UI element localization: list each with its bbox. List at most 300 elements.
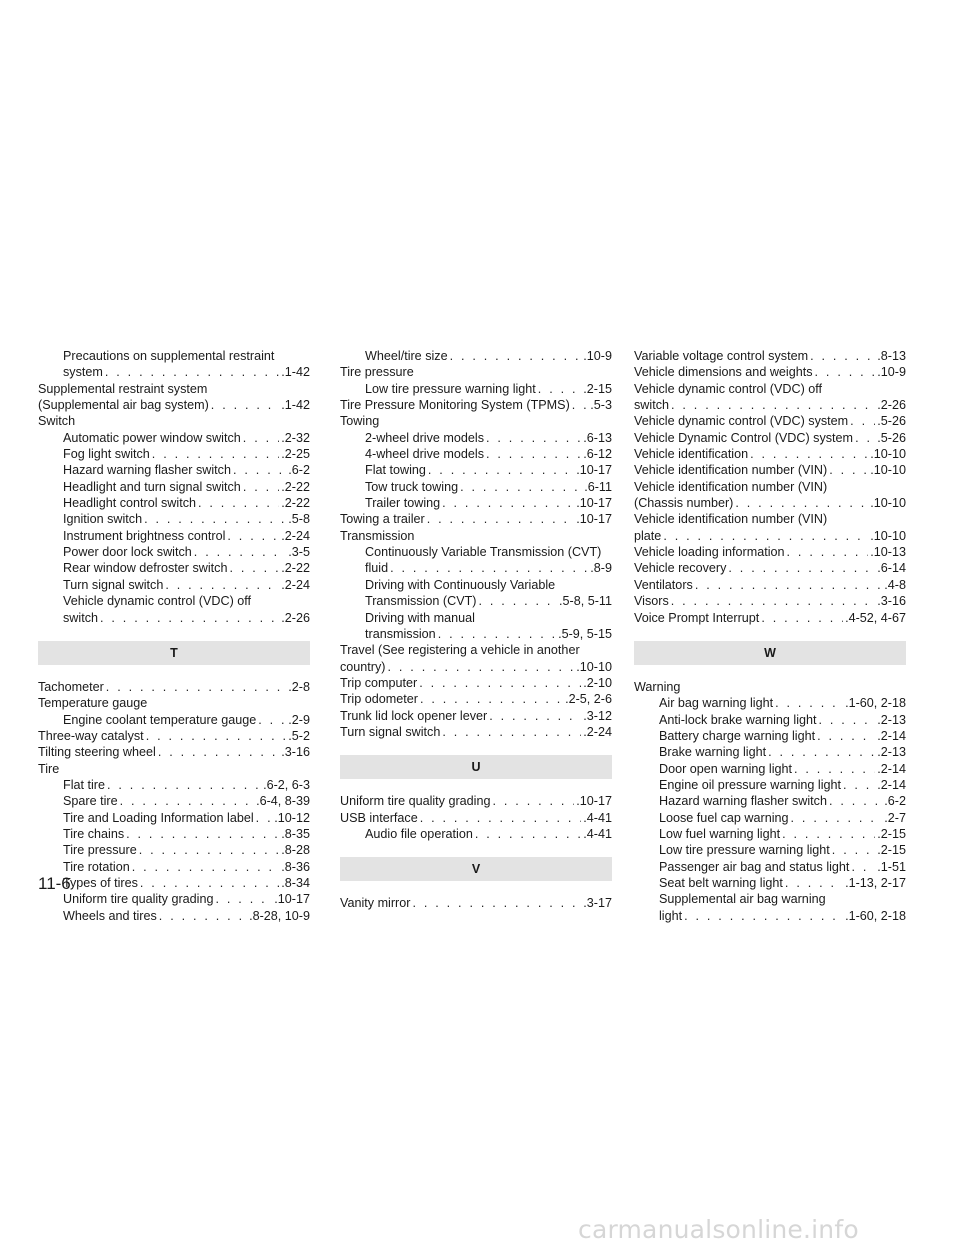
- entry-text: Supplemental restraint system: [38, 381, 208, 396]
- dot-leader: [785, 875, 843, 891]
- entry-text: Flat tire: [63, 777, 105, 792]
- entry-page-ref[interactable]: .2-14: [877, 761, 906, 776]
- entry-text: Door open warning light: [659, 761, 793, 776]
- entry-text: plate: [634, 528, 662, 543]
- dot-leader: [390, 560, 588, 576]
- entry-text: Tire pressure: [63, 843, 137, 858]
- index-entry: [634, 528, 906, 544]
- dot-leader: [450, 348, 582, 364]
- dot-leader: [120, 793, 254, 809]
- entry-text: Continuously Variable Transmission (CVT): [365, 545, 602, 560]
- entry-page-ref[interactable]: .2-24: [583, 724, 612, 739]
- dot-leader: [572, 397, 589, 413]
- entry-text: Trunk lid lock opener lever: [340, 708, 488, 723]
- dot-leader: [233, 462, 286, 478]
- index-entry: [340, 479, 612, 495]
- index-entry: [38, 593, 310, 609]
- entry-text: Low tire pressure warning light: [365, 381, 536, 396]
- entry-text: Tire chains: [63, 826, 125, 841]
- index-entry: [634, 446, 906, 462]
- index-column-3: [634, 348, 906, 924]
- index-entry: [340, 724, 612, 740]
- index-entry: [634, 577, 906, 593]
- entry-text: Vehicle identification number (VIN): [634, 479, 828, 494]
- index-entry: [634, 761, 906, 777]
- entry-page-ref[interactable]: .10-17: [274, 892, 310, 907]
- dot-leader: [832, 842, 875, 858]
- entry-text: Vehicle dynamic control (VDC) system: [634, 414, 849, 429]
- entry-page-ref[interactable]: .10-12: [274, 810, 310, 825]
- entry-text: Turn signal switch: [63, 577, 164, 592]
- dot-leader: [442, 495, 574, 511]
- entry-page-ref[interactable]: .10-9: [583, 349, 612, 363]
- index-entry: [634, 793, 906, 809]
- dot-leader: [817, 728, 875, 744]
- dot-leader: [850, 413, 875, 429]
- dot-leader: [159, 908, 247, 924]
- entry-page-ref[interactable]: .8-28: [281, 843, 310, 858]
- dot-leader: [106, 679, 287, 695]
- index-entry: [634, 777, 906, 793]
- dot-leader: [735, 495, 868, 511]
- dot-leader: [791, 810, 883, 826]
- entry-page-ref[interactable]: .2-13: [877, 745, 906, 760]
- index-entry: [634, 728, 906, 744]
- entry-page-ref[interactable]: .8-9: [590, 561, 612, 576]
- entry-text: Wheels and tires: [63, 908, 157, 923]
- index-entry: [38, 826, 310, 842]
- entry-text: Engine coolant temperature gauge: [63, 712, 257, 727]
- entry-text: (Chassis number): [634, 496, 734, 511]
- entry-page-ref[interactable]: .10-10: [576, 659, 612, 674]
- dot-leader: [227, 528, 279, 544]
- entry-page-ref[interactable]: .3-12: [583, 708, 612, 723]
- index-entry: [634, 810, 906, 826]
- section-heading: T: [38, 641, 310, 665]
- index-entry: [38, 577, 310, 593]
- dot-leader: [132, 859, 280, 875]
- dot-leader: [460, 479, 582, 495]
- index-entry: [634, 744, 906, 760]
- entry-page-ref[interactable]: .2-5, 2-6: [565, 692, 612, 707]
- dot-leader: [152, 446, 279, 462]
- entry-page-ref[interactable]: .6-11: [584, 479, 612, 494]
- entry-text: Ventilators: [634, 577, 693, 592]
- entry-text: Uniform tire quality grading: [63, 892, 214, 907]
- index-entry: [38, 511, 310, 527]
- dot-leader: [782, 826, 875, 842]
- index-entry: [38, 761, 310, 777]
- entry-page-ref[interactable]: .6-12: [583, 447, 612, 462]
- entry-page-ref[interactable]: .10-13: [870, 545, 906, 560]
- dot-leader: [843, 777, 875, 793]
- entry-page-ref[interactable]: .8-35: [281, 826, 310, 841]
- entry-page-ref[interactable]: .6-4, 8-39: [256, 794, 310, 809]
- index-entry: [38, 381, 310, 397]
- entry-text: Anti-lock brake warning light: [659, 712, 817, 727]
- section-heading: W: [634, 641, 906, 665]
- dot-leader: [671, 593, 876, 609]
- entry-page-ref[interactable]: .4-8: [884, 577, 906, 592]
- entry-text: Hazard warning flasher switch: [63, 463, 231, 478]
- dot-leader: [243, 430, 279, 446]
- index-entry: [340, 610, 612, 626]
- entry-text: Low tire pressure warning light: [659, 843, 830, 858]
- entry-text: Vehicle identification: [634, 447, 749, 462]
- entry-text: transmission: [365, 626, 436, 641]
- entry-page-ref[interactable]: .6-2: [884, 794, 906, 809]
- entry-text: Variable voltage control system: [634, 349, 809, 363]
- dot-leader: [419, 675, 581, 691]
- entry-text: Flat towing: [365, 463, 426, 478]
- entry-page-ref[interactable]: .2-24: [281, 528, 310, 543]
- entry-page-ref[interactable]: .1-13, 2-17: [845, 875, 906, 890]
- index-entry: [38, 495, 310, 511]
- index-entry: [340, 495, 612, 511]
- index-entry: [38, 695, 310, 711]
- watermark-logo: carmanualsonline.info: [578, 1215, 859, 1244]
- entry-page-ref[interactable]: .2-26: [281, 610, 310, 625]
- entry-page-ref[interactable]: .2-22: [281, 496, 310, 511]
- index-entry: [38, 810, 310, 826]
- entry-text: Tire rotation: [63, 859, 130, 874]
- entry-page-ref[interactable]: .2-15: [583, 381, 612, 396]
- dot-leader: [815, 364, 876, 380]
- entry-text: Headlight and turn signal switch: [63, 479, 241, 494]
- entry-page-ref[interactable]: .8-36: [281, 859, 310, 874]
- entry-page-ref[interactable]: .6-2: [288, 463, 310, 478]
- entry-text: Transmission (CVT): [365, 594, 477, 609]
- entry-text: Seat belt warning light: [659, 875, 783, 890]
- index-entry: [634, 381, 906, 397]
- entry-page-ref[interactable]: .10-10: [870, 463, 906, 478]
- entry-page-ref[interactable]: .2-26: [877, 398, 906, 413]
- dot-leader: [258, 712, 286, 728]
- dot-leader: [442, 724, 581, 740]
- entry-page-ref[interactable]: .10-9: [877, 365, 906, 380]
- entry-page-ref[interactable]: .2-15: [877, 826, 906, 841]
- entry-text: Precautions on supplemental restraint: [63, 349, 275, 363]
- entry-text: Voice Prompt Interrupt: [634, 610, 760, 625]
- index-entry: [634, 495, 906, 511]
- index-entry: [340, 544, 612, 560]
- entry-text: system: [63, 365, 103, 380]
- index-entry: [38, 462, 310, 478]
- entry-text: Power door lock switch: [63, 545, 192, 560]
- entry-page-ref[interactable]: .1-42: [281, 365, 310, 380]
- dot-leader: [750, 446, 868, 462]
- entry-page-ref[interactable]: .5-26: [877, 430, 906, 445]
- dot-leader: [794, 761, 875, 777]
- dot-leader: [139, 842, 280, 858]
- entry-page-ref[interactable]: .1-51: [877, 859, 906, 874]
- entry-page-ref[interactable]: .1-60, 2-18: [845, 696, 906, 711]
- dot-leader: [810, 348, 875, 364]
- index-entry: [38, 528, 310, 544]
- entry-text: Supplemental air bag warning: [659, 892, 826, 907]
- entry-text: Hazard warning flasher switch: [659, 794, 827, 809]
- index-entry: [634, 462, 906, 478]
- section-heading: U: [340, 755, 612, 779]
- index-entry: [38, 793, 310, 809]
- entry-page-ref[interactable]: .10-10: [870, 528, 906, 543]
- index-entry: [634, 842, 906, 858]
- entry-text: Tilting steering wheel: [38, 745, 156, 760]
- dot-leader: [144, 511, 286, 527]
- entry-text: Towing: [340, 414, 380, 429]
- entry-page-ref[interactable]: .2-9: [288, 712, 310, 727]
- index-entry: [38, 560, 310, 576]
- entry-page-ref[interactable]: .10-17: [576, 496, 612, 511]
- index-entry: [38, 875, 310, 891]
- entry-text: Vehicle identification number (VIN): [634, 512, 828, 527]
- entry-text: Tow truck towing: [365, 479, 459, 494]
- entry-text: Automatic power window switch: [63, 430, 241, 445]
- index-entry: [38, 348, 310, 364]
- entry-text: Travel (See registering a vehicle in another: [340, 643, 580, 658]
- entry-page-ref[interactable]: .10-10: [870, 447, 906, 462]
- dot-leader: [475, 826, 581, 842]
- index-entry: [340, 430, 612, 446]
- entry-text: Tire Pressure Monitoring System (TPMS): [340, 398, 570, 413]
- dot-leader: [787, 544, 869, 560]
- index-entry: [38, 413, 310, 429]
- index-entry: [634, 679, 906, 695]
- entry-page-ref[interactable]: .2-8: [288, 679, 310, 694]
- dot-leader: [728, 560, 875, 576]
- dot-leader: [420, 691, 563, 707]
- entry-page-ref[interactable]: .10-17: [576, 512, 612, 527]
- entry-page-ref[interactable]: .5-8, 5-11: [559, 594, 612, 609]
- entry-page-ref[interactable]: .1-42: [281, 398, 310, 413]
- index-entry: [38, 364, 310, 380]
- entry-page-ref[interactable]: .5-8: [288, 512, 310, 527]
- dot-leader: [427, 511, 575, 527]
- index-entry: [634, 695, 906, 711]
- dot-leader: [486, 430, 581, 446]
- entry-page-ref[interactable]: .10-17: [576, 463, 612, 478]
- index-entry: [340, 659, 612, 675]
- dot-leader: [388, 659, 575, 675]
- entry-text: Trip computer: [340, 675, 418, 690]
- entry-page-ref[interactable]: .2-10: [583, 675, 612, 690]
- dot-leader: [538, 381, 581, 397]
- entry-page-ref[interactable]: .6-13: [583, 430, 612, 445]
- dot-leader: [479, 593, 558, 609]
- index-entry: [38, 859, 310, 875]
- entry-page-ref[interactable]: .5-9, 5-15: [558, 626, 612, 641]
- index-entry: [38, 610, 310, 626]
- index-entry: [340, 895, 612, 911]
- index-entry: [340, 642, 612, 658]
- entry-text: Towing a trailer: [340, 512, 425, 527]
- index-entry: [634, 859, 906, 875]
- entry-page-ref[interactable]: .2-7: [884, 810, 906, 825]
- entry-text: Audio file operation: [365, 826, 473, 841]
- index-entry: [634, 397, 906, 413]
- entry-text: Switch: [38, 414, 76, 429]
- entry-page-ref[interactable]: .3-16: [877, 594, 906, 609]
- index-entry: [38, 446, 310, 462]
- dot-leader: [412, 895, 581, 911]
- entry-text: Visors: [634, 594, 669, 609]
- entry-page-ref[interactable]: .2-14: [877, 777, 906, 792]
- index-entry: [340, 708, 612, 724]
- dot-leader: [438, 626, 556, 642]
- dot-leader: [211, 397, 279, 413]
- dot-leader: [671, 397, 875, 413]
- entry-text: Spare tire: [63, 794, 118, 809]
- entry-text: Rear window defroster switch: [63, 561, 228, 576]
- entry-text: Vehicle identification number (VIN): [634, 463, 828, 478]
- index-entry: [38, 679, 310, 695]
- entry-page-ref[interactable]: .8-13: [877, 349, 906, 363]
- entry-page-ref[interactable]: .3-16: [281, 745, 310, 760]
- entry-page-ref[interactable]: .8-28, 10-9: [249, 908, 310, 923]
- entry-page-ref[interactable]: .3-5: [288, 545, 310, 560]
- dot-leader: [146, 728, 287, 744]
- entry-text: Wheel/tire size: [365, 349, 448, 363]
- dot-leader: [198, 495, 279, 511]
- dot-leader: [100, 610, 279, 626]
- dot-leader: [105, 364, 279, 380]
- dot-leader: [684, 908, 843, 924]
- entry-text: switch: [63, 610, 98, 625]
- entry-page-ref[interactable]: .4-41: [583, 810, 612, 825]
- entry-page-ref[interactable]: .4-41: [583, 826, 612, 841]
- dot-leader: [851, 859, 875, 875]
- entry-text: country): [340, 659, 386, 674]
- dot-leader: [256, 810, 273, 826]
- entry-page-ref[interactable]: .2-15: [877, 843, 906, 858]
- entry-text: 2-wheel drive models: [365, 430, 484, 445]
- index-entry: [340, 348, 612, 364]
- index-entry: [38, 842, 310, 858]
- entry-page-ref[interactable]: .2-22: [281, 479, 310, 494]
- entry-text: (Supplemental air bag system): [38, 398, 209, 413]
- entry-page-ref[interactable]: .10-10: [870, 496, 906, 511]
- index-entry: [634, 908, 906, 924]
- dot-leader: [229, 560, 279, 576]
- index-entry: [340, 577, 612, 593]
- entry-text: Vehicle Dynamic Control (VDC) system: [634, 430, 854, 445]
- entry-page-ref[interactable]: .3-17: [583, 896, 612, 911]
- index-entry: [38, 891, 310, 907]
- entry-text: Tire pressure: [340, 365, 414, 380]
- index-entry: [634, 593, 906, 609]
- entry-text: Loose fuel cap warning: [659, 810, 789, 825]
- entry-page-ref[interactable]: .10-17: [576, 794, 612, 809]
- entry-text: Instrument brightness control: [63, 528, 226, 543]
- index-entry: [38, 728, 310, 744]
- dot-leader: [420, 810, 582, 826]
- entry-page-ref[interactable]: .5-26: [877, 414, 906, 429]
- index-entry: [634, 712, 906, 728]
- index-entry: [634, 544, 906, 560]
- entry-text: Ignition switch: [63, 512, 143, 527]
- entry-text: Low fuel warning light: [659, 826, 781, 841]
- entry-text: Vehicle dynamic control (VDC) off: [63, 594, 252, 609]
- entry-page-ref[interactable]: .5-3: [590, 398, 612, 413]
- entry-text: Tachometer: [38, 679, 104, 694]
- entry-text: Temperature gauge: [38, 696, 148, 711]
- dot-leader: [819, 712, 876, 728]
- entry-page-ref[interactable]: .8-34: [281, 875, 310, 890]
- index-entry: [634, 826, 906, 842]
- entry-page-ref[interactable]: .4-52, 4-67: [845, 610, 906, 625]
- dot-leader: [761, 610, 843, 626]
- dot-leader: [768, 744, 875, 760]
- index-entry: [340, 364, 612, 380]
- index-entry: [38, 397, 310, 413]
- index-entry: [634, 610, 906, 626]
- index-entry: [340, 446, 612, 462]
- entry-text: Trip odometer: [340, 692, 418, 707]
- index-entry: [340, 810, 612, 826]
- entry-text: Battery charge warning light: [659, 728, 816, 743]
- entry-text: Three-way catalyst: [38, 728, 144, 743]
- index-entry: [340, 691, 612, 707]
- entry-text: switch: [634, 398, 669, 413]
- dot-leader: [829, 793, 882, 809]
- entry-page-ref[interactable]: .2-25: [281, 447, 310, 462]
- dot-leader: [775, 695, 843, 711]
- entry-text: Vehicle loading information: [634, 545, 785, 560]
- entry-page-ref[interactable]: .5-2: [288, 728, 310, 743]
- index-entry: [340, 397, 612, 413]
- entry-text: Vehicle recovery: [634, 561, 727, 576]
- entry-page-ref[interactable]: .6-14: [877, 561, 906, 576]
- entry-text: light: [659, 908, 683, 923]
- entry-page-ref[interactable]: .2-14: [877, 728, 906, 743]
- entry-text: Headlight control switch: [63, 496, 196, 511]
- entry-page-ref[interactable]: .6-2, 6-3: [263, 777, 310, 792]
- entry-page-ref[interactable]: .2-32: [281, 430, 310, 445]
- index-entry: [38, 479, 310, 495]
- index-entry: [340, 560, 612, 576]
- index-entry: [634, 511, 906, 527]
- index-column-2: [340, 348, 612, 912]
- index-entry: [634, 479, 906, 495]
- dot-leader: [158, 744, 279, 760]
- entry-text: Air bag warning light: [659, 696, 774, 711]
- entry-page-ref[interactable]: .2-24: [281, 577, 310, 592]
- entry-page-ref[interactable]: .2-13: [877, 712, 906, 727]
- entry-text: Tire and Loading Information label: [63, 810, 254, 825]
- entry-text: USB interface: [340, 810, 418, 825]
- entry-text: fluid: [365, 561, 389, 576]
- dot-leader: [493, 793, 575, 809]
- index-entry: [634, 560, 906, 576]
- entry-text: Vanity mirror: [340, 896, 411, 911]
- dot-leader: [216, 891, 273, 907]
- entry-text: Vehicle dimensions and weights: [634, 365, 813, 380]
- index-entry: [340, 413, 612, 429]
- index-entry: [634, 875, 906, 891]
- entry-page-ref[interactable]: .1-60, 2-18: [845, 908, 906, 923]
- dot-leader: [165, 577, 279, 593]
- entry-text: Passenger air bag and status light: [659, 859, 850, 874]
- index-entry: [38, 712, 310, 728]
- index-entry: [634, 348, 906, 364]
- entry-text: Fog light switch: [63, 447, 150, 462]
- entry-text: Turn signal switch: [340, 724, 441, 739]
- entry-text: Warning: [634, 679, 681, 694]
- index-entry: [340, 593, 612, 609]
- entry-text: Vehicle dynamic control (VDC) off: [634, 381, 823, 396]
- dot-leader: [486, 446, 581, 462]
- entry-page-ref[interactable]: .2-22: [281, 561, 310, 576]
